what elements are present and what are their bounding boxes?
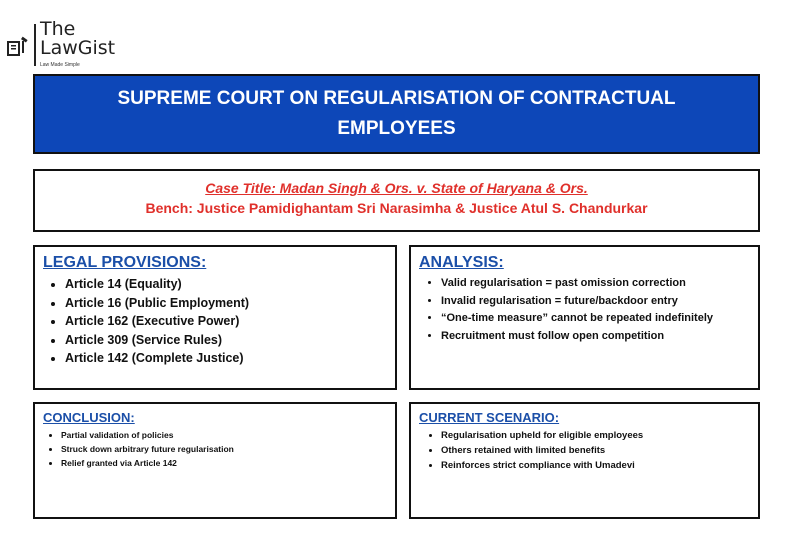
list-item: • Article 309 (Service Rules) — [65, 331, 395, 350]
case-bench: Bench: Justice Pamidighantam Sri Narasimha & Justice Atul S. Chandurkar — [145, 200, 648, 216]
analysis-heading: ANALYSIS: — [419, 254, 504, 271]
list-item: • Article 162 (Executive Power) — [65, 312, 395, 331]
legal-provisions-heading: LEGAL PROVISIONS: — [43, 254, 207, 271]
list-item: • Struck down arbitrary future regularisation — [61, 442, 395, 456]
list-item: • Others retained with limited benefits — [441, 443, 758, 458]
list-item: • Relief granted via Article 142 — [61, 456, 395, 470]
conclusion-heading: CONCLUSION: — [43, 410, 135, 425]
conclusion-list — [43, 428, 395, 470]
logo-divider — [34, 24, 36, 66]
book-gavel-icon — [6, 36, 28, 58]
legal-provisions-panel — [33, 245, 397, 390]
logo-wordmark — [40, 20, 115, 58]
conclusion-panel — [33, 402, 397, 519]
list-item: • Invalid regularisation = future/backdoor entry — [441, 293, 758, 311]
case-box — [33, 169, 760, 232]
list-item: • Recruitment must follow open competition — [441, 328, 758, 346]
list-item: • Article 16 (Public Employment) — [65, 294, 395, 313]
case-title: Case Title: Madan Singh & Ors. v. State of Haryana & Ors. — [205, 180, 588, 196]
current-scenario-heading: CURRENT SCENARIO: — [419, 410, 560, 425]
logo-tagline: Law Made Simple — [40, 62, 80, 68]
current-scenario-list — [419, 428, 758, 473]
analysis-list — [419, 275, 758, 345]
current-scenario-panel — [409, 402, 760, 519]
logo — [6, 18, 126, 68]
title-banner — [33, 74, 760, 154]
logo-line-1: The — [40, 18, 76, 40]
list-item: • Article 14 (Equality) — [65, 275, 395, 294]
page-title: SUPREME COURT ON REGULARISATION OF CONTRACTUAL EMPLOYEES — [117, 88, 676, 139]
list-item: • Reinforces strict compliance with Umadevi — [441, 458, 758, 473]
legal-provisions-list — [43, 275, 395, 368]
list-item: • Partial validation of policies — [61, 428, 395, 442]
list-item: • Regularisation upheld for eligible employees — [441, 428, 758, 443]
logo-line-2: LawGist — [40, 37, 116, 59]
list-item: • Article 142 (Complete Justice) — [65, 349, 395, 368]
list-item: • Valid regularisation = past omission correction — [441, 275, 758, 293]
list-item: • “One-time measure” cannot be repeated indefinitely — [441, 310, 758, 328]
analysis-panel — [409, 245, 760, 390]
